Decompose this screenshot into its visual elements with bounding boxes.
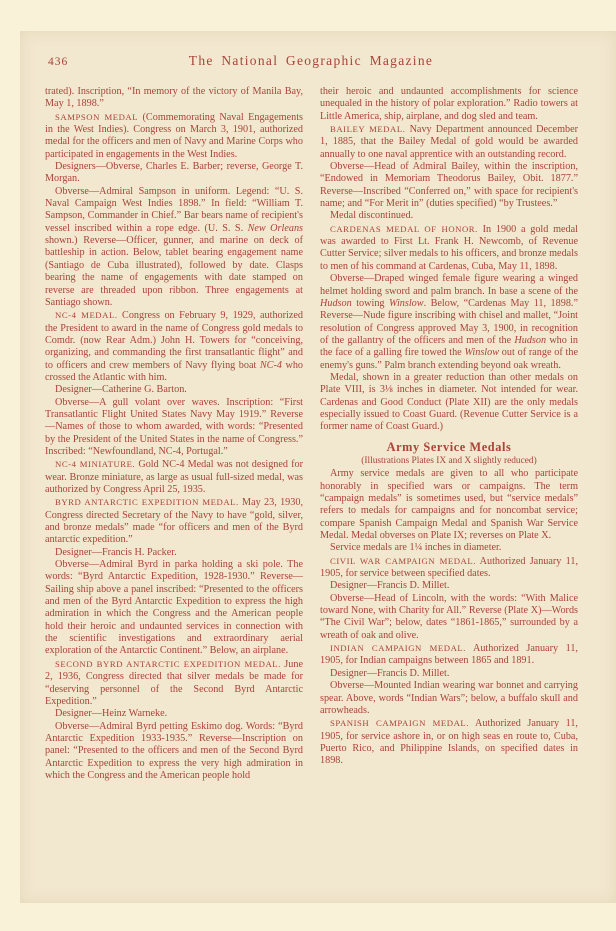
text-run: who crossed the Atlantic with him. xyxy=(45,359,304,383)
paragraph xyxy=(45,161,303,186)
paragraph xyxy=(320,542,578,554)
paragraph xyxy=(45,559,303,658)
text-run: Designer—Francis D. Millet. xyxy=(330,667,450,679)
text-run: In 1900 a gold medal was awarded to First Lt. Frank H. Newcomb, of Revenue Cutter Service; silver medals to his officers, and bronze medals to men of his command at Cardenas, Cuba, May 11, 1898. xyxy=(320,223,578,272)
text-run: Medal, shown in a greater reduction than other medals on Plate VIII, is 3⅛ inches in diameter. Not intended for wear. Cardenas and Good Conduct (Plate XII) are the only medals especially issued to Coast Guard. (Revenue Cutter Service is a former name of Coast Guard.) xyxy=(320,371,578,433)
left-column xyxy=(45,86,303,782)
paragraph xyxy=(45,721,303,783)
medal-name: BAILEY MEDAL. xyxy=(330,124,406,135)
text-run: Designer—Catherine G. Barton. xyxy=(55,384,187,396)
paragraph xyxy=(320,223,578,273)
paragraph xyxy=(320,642,578,668)
text-run: Designer—Heinz Warneke. xyxy=(55,708,168,720)
paragraph xyxy=(320,161,578,210)
magazine-page xyxy=(20,31,616,903)
paragraph xyxy=(320,555,578,581)
paragraph xyxy=(320,680,578,717)
paragraph xyxy=(45,458,303,496)
medal-name: CIVIL WAR CAMPAIGN MEDAL. xyxy=(330,555,476,566)
text-run: Medal discontinued. xyxy=(330,210,414,222)
paragraph xyxy=(320,468,578,542)
paragraph xyxy=(320,273,578,372)
text-run: NC-4 xyxy=(259,359,282,371)
text-run: Designers—Obverse, Charles E. Barber; reverse, George T. Morgan. xyxy=(45,161,303,185)
paragraph xyxy=(320,210,578,222)
text-run: Obverse—Draped winged female figure wearing a winged helmet holding sword and palm branch. In base a scene of the xyxy=(320,273,578,297)
paragraph xyxy=(320,86,578,123)
paragraph xyxy=(45,384,303,396)
text-run: May 23, 1930, Congress directed Secretary of the Navy to have “gold, silver, and bronze medals” made “for officers and men of the Byrd antarctic expedition.” xyxy=(45,497,303,546)
paragraph xyxy=(45,186,303,309)
text-run: Obverse—Mounted Indian wearing war bonnet and carrying spear. Above, words “Indian Wars”; below, a buffalo skull and arrowheads. xyxy=(320,680,578,716)
medal-name: NC-4 MEDAL. xyxy=(55,310,118,321)
text-run: Army service medals are given to all who participate honorably in specified wars or campaigns. The term “campaign medals” is sometimes used, but “service medals” refers to medals for campaigns and for noncombat service; compare Spanish Campaign Medal and Spanish War Service Medal. Medal obverses on Plate IX; reverses on Plate X. xyxy=(320,468,578,542)
paragraph xyxy=(45,397,303,459)
medal-name: SPANISH CAMPAIGN MEDAL. xyxy=(330,718,470,729)
text-run: Obverse—Admiral Sampson in uniform. Legend: “U. S. Naval Campaign West Indies 1898.” In field: “William T. Sampson, Commander in Chief.” Bar bears name of recipient's vessel inscribed within a rope edge. (U. S. S. xyxy=(45,185,303,234)
medal-name: SECOND BYRD ANTARCTIC EXPEDITION MEDAL. xyxy=(55,658,281,669)
text-run: their heroic and undaunted accomplishments for science unequaled in the history of polar exploration.” Radio towers at Little America, ship, airplane, and dog sled and team. xyxy=(320,86,578,122)
paragraph xyxy=(45,111,303,161)
medal-name: NC-4 MINIATURE. xyxy=(55,459,136,470)
paragraph xyxy=(45,547,303,559)
text-run: Winslow xyxy=(389,297,424,309)
paragraph xyxy=(320,372,578,434)
right-column xyxy=(320,86,578,782)
paragraph xyxy=(45,86,303,111)
text-run: Congress on February 9, 1929, authorized the President to award in the name of Congress gold medals to Comdr. (now Rear Adm.) John H. Towers for “conceiving, organizing, and commanding the first transatlantic flight” and to officers and crew members of Navy flying boat xyxy=(45,310,303,371)
text-run: Service medals are 1¼ inches in diameter. xyxy=(330,542,502,554)
text-run: Authorized January 11, 1905, for service ashore in, or on high seas en route to, Cuba, Puerto Rico, and Philippine Islands, on specified dates in 1898. xyxy=(320,718,578,767)
text-run: Obverse—Head of Lincoln, with the words: “With Malice toward None, with Charity for All.” Reverse (Plate X)—Words “The Civil War”; below, dates “1861-1865,” surrounded by a wreath of oak and olive. xyxy=(320,592,578,641)
text-run: (Illustrations Plates IX and X slightly reduced) xyxy=(361,455,537,466)
text-run: Winslow xyxy=(464,347,500,359)
paragraph xyxy=(45,309,303,384)
text-run: Army Service Medals xyxy=(386,439,512,454)
medal-name: BYRD ANTARCTIC EXPEDITION MEDAL. xyxy=(55,497,239,508)
section-subtitle xyxy=(320,455,578,467)
text-run: Obverse—Head of Admiral Bailey, within the inscription, “Endowed in Memoriam Theodorus Bailey, Obit. 1877.” Reverse—Inscribed “Conferred on,” with space for recipient's name; and “For Merit in” (duties specified) “by Trustees.” xyxy=(320,161,578,210)
text-run: . Below, “Cardenas May 11, 1898.” Reverse—Nude figure inscribing with chisel and mallet, “Joint resolution of Congress approved May 3, 1900, in recognition of the gallantry of the officers and men of the xyxy=(320,297,578,346)
text-run: Obverse—Admiral Byrd in parka holding a ski pole. The words: “Byrd Antarctic Expedition, 1928-1930.” Reverse—Sailing ship above a panel inscribed: “Presented to the officers and men of the Byrd Antarctic Expedition to express the high admiration in which the Congress and the American people hold their heroic and undaunted services in connection with the scientific investigations and extraordinary aerial exploration of the Antarctic Continent.” Below, an airplane. xyxy=(45,559,303,657)
page-header xyxy=(45,53,577,73)
text-run: towing xyxy=(351,297,390,309)
magazine-title: The National Geographic Magazine xyxy=(188,53,434,68)
section-heading xyxy=(320,441,578,453)
text-run: Navy Department announced December 1, 1885, that the Bailey Medal of gold would be awarded annually to one naval apprentice with an outstanding record. xyxy=(320,124,579,160)
paragraph xyxy=(45,658,303,708)
text-run: Hudson xyxy=(514,334,547,346)
text-run: trated). Inscription, “In memory of the victory of Manila Bay, May 1, 1898.” xyxy=(45,86,303,110)
paragraph xyxy=(320,580,578,592)
medal-name: SAMPSON MEDAL xyxy=(55,111,139,122)
paragraph xyxy=(320,593,578,642)
text-run: Gold NC-4 Medal was not designed for wear. Bronze miniature, as large as usual full-sized medal, was authorized by Congress April 25, 1935. xyxy=(45,459,303,495)
text-block xyxy=(45,86,579,782)
text-run: New Orleans xyxy=(247,222,303,234)
paragraph xyxy=(45,496,303,546)
text-run: out of range of the enemy's guns.” Palm branch extending beyond oak wreath. xyxy=(320,347,578,371)
text-run: Obverse—A gull volant over waves. Inscription: “First Transatlantic Flight United States Navy May 1919.” Reverse—Names of those to whom awarded, with words: “Presented by the President of the United States in the name of Congress.” Inscribed: “Newfoundland, NC-4, Portugal.” xyxy=(45,396,303,457)
page-number: 436 xyxy=(48,56,69,68)
medal-name: CARDENAS MEDAL OF HONOR. xyxy=(330,223,478,234)
paragraph xyxy=(320,717,578,767)
text-run: Hudson xyxy=(320,297,352,309)
text-run: Authorized January 11, 1905, for service between specified dates. xyxy=(320,555,578,580)
paragraph xyxy=(45,708,303,720)
text-run: who in the face of a galling fire towed the xyxy=(320,334,579,359)
text-run: shown.) Reverse—Officer, gunner, and marine on deck of battleship in action. Below, tablet bearing engagement name (Santiago de Cuba illustrated), followed by date. Clasps bearing the name of engagements with date stamped on reverse are threaded upon ribbon. Three engagements at Santiago shown. xyxy=(45,235,303,308)
text-run: Designer—Francis H. Packer. xyxy=(55,546,177,558)
paragraph xyxy=(320,123,578,161)
text-run: Designer—Francis D. Millet. xyxy=(330,580,450,592)
paragraph xyxy=(320,668,578,680)
text-run: June 2, 1936, Congress directed that silver medals be made for “deserving personnel of the Second Byrd Antarctic Expedition.” xyxy=(45,658,303,707)
medal-name: INDIAN CAMPAIGN MEDAL. xyxy=(330,643,466,654)
text-run: Authorized January 11, 1905, for Indian campaigns between 1865 and 1891. xyxy=(320,643,578,667)
text-run: Obverse—Admiral Byrd petting Eskimo dog. Words: “Byrd Antarctic Expedition 1933-1935.” Reverse—Inscription on panel: “Presented to the officers and men of the Second Byrd Antarctic Expedition to express the very high admiration in which the Congress and the American people hold xyxy=(45,720,303,781)
text-run: (Commemorating Naval Engagements in the West Indies). Congress on March 3, 1901, authorized medal for the officers and men of Navy and Marine Corps who participated in engagements in the West Indies. xyxy=(45,111,304,160)
